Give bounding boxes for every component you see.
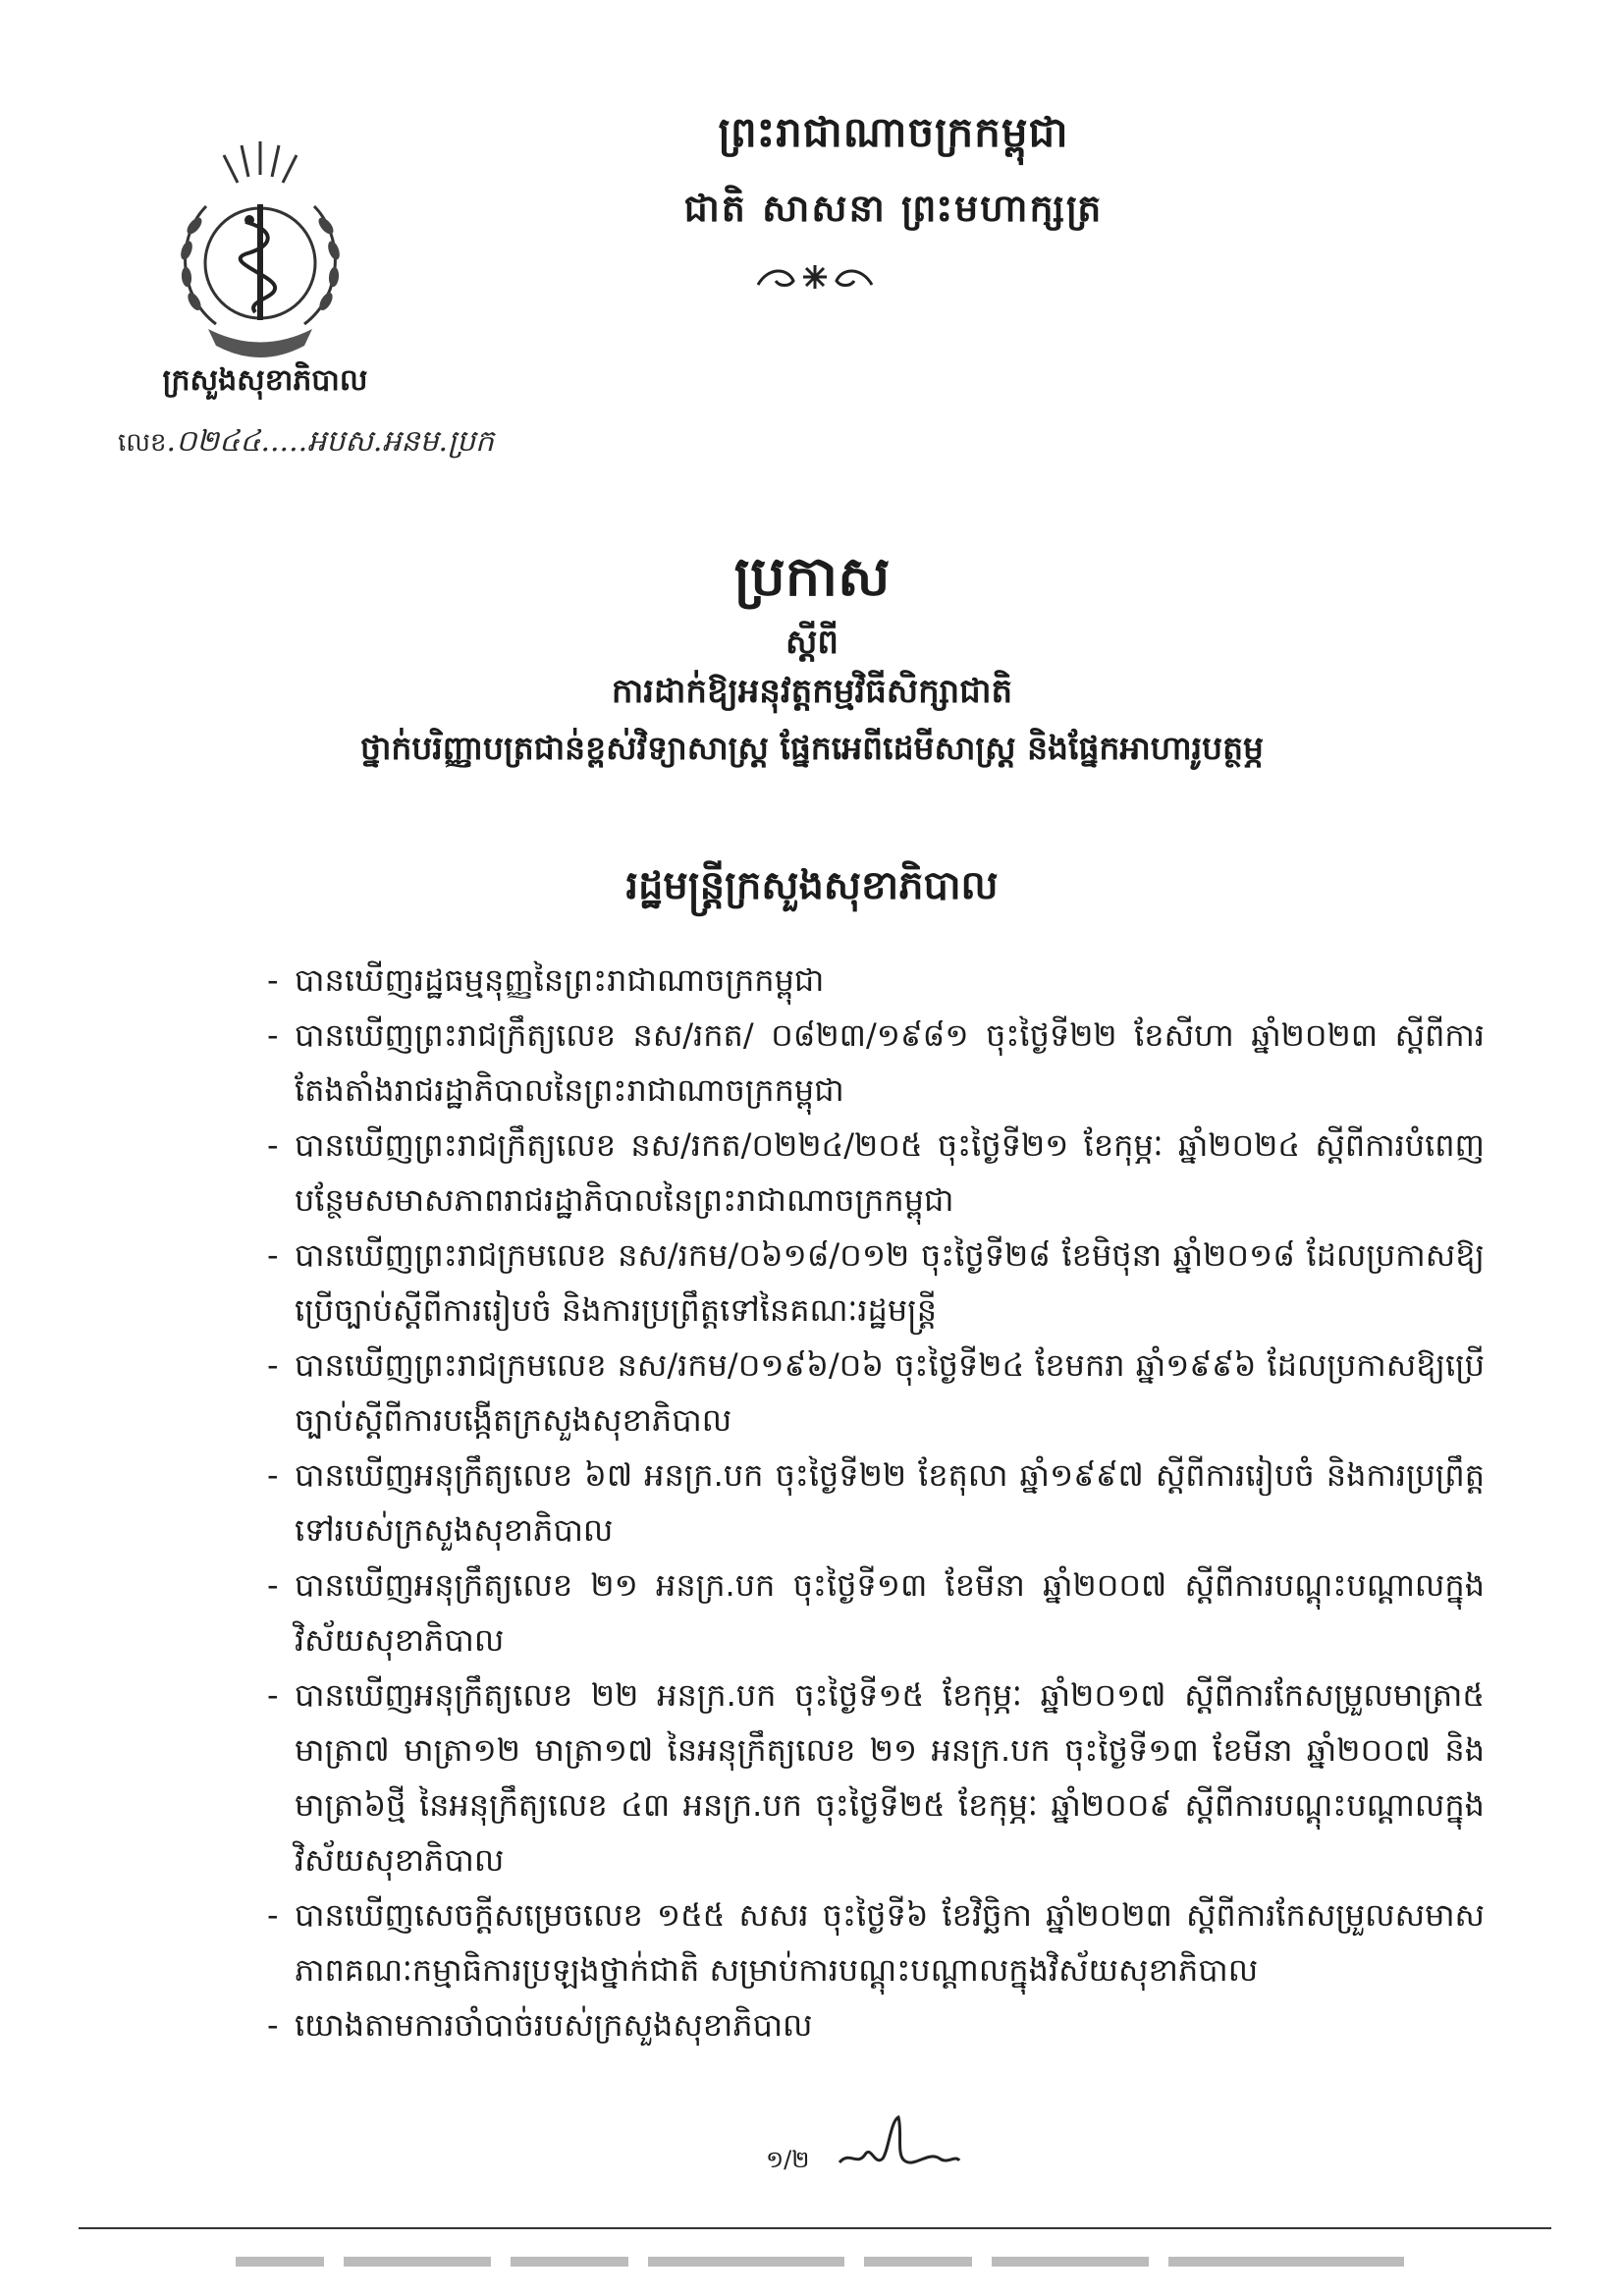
reference-number: លេខ.០២៤៤.....អបស.អនម.ប្រក bbox=[118, 424, 495, 459]
list-item: - បានឃើញព្រះរាជក្រមលេខ នស/រកម/០៦១៨/០១២ ចុះថ្ងៃទី២៨ ខែមិថុនា ឆ្នាំ២០១៨ ដែលប្រកាសឱ្យប្រើច្បាប់ស្ដីពីការរៀបចំ និងការប្រព្រឹត្តទៅនៃគណៈរដ្ឋមន្ត្រី bbox=[267, 1236, 1486, 1329]
document-type-title: ប្រកាស bbox=[733, 544, 891, 609]
list-item: - បានឃើញអនុក្រឹត្យលេខ ២២ អនក្រ.បក ចុះថ្ងៃទី១៥ ខែកុម្ភៈ ឆ្នាំ២០១៧ ស្ដីពីការកែសម្រួលមាត្រា៥ មាត្រា៧ មាត្រា១២ មាត្រា១៧ នៃអនុក្រឹត្យលេខ ២១ អនក្រ.បក ចុះថ្ងៃទី១៣ ខែមីនា ឆ្នាំ២០០៧ និងមាត្រា៦ថ្មី នៃអនុក្រឹត្យលេខ ៤៣ អនក្រ.បក ចុះថ្ងៃទី២៥ ខែកុម្ភៈ ឆ្នាំ២០០៩ ស្ដីពីការបណ្ដុះបណ្ដាលក្នុងវិស័យសុខាភិបាល bbox=[267, 1676, 1485, 1879]
title-subject-line-2: ថ្នាក់បរិញ្ញាបត្រជាន់ខ្ពស់វិទ្យាសាស្ត្រ ផ្នែកអេពីដេមីសាស្ត្រ និងផ្នែកអាហារូបត្ថម្ភ bbox=[359, 729, 1264, 767]
reference-label: លេខ bbox=[118, 428, 167, 458]
national-motto: ជាតិ សាសនា ព្រះមហាក្សត្រ bbox=[683, 186, 1104, 230]
legal-basis-list bbox=[267, 953, 1485, 2052]
list-item: - បានឃើញអនុក្រឹត្យលេខ ២១ អនក្រ.បក ចុះថ្ងៃទី១៣ ខែមីនា ឆ្នាំ២០០៧ ស្ដីពីការបណ្ដុះបណ្ដាលក្នុងវិស័យសុខាភិបាល bbox=[267, 1566, 1485, 1659]
list-item: - បានឃើញព្រះរាជក្រឹត្យលេខ នស/រកត/០២២៤/២០៥ ចុះថ្ងៃទី២១ ខែកុម្ភៈ ឆ្នាំ២០២៤ ស្ដីពីការបំពេញ បន្ថែមសមាសភាពរាជរដ្ឋាភិបាលនៃព្រះរាជាណាចក្រកម្ពុជា bbox=[267, 1126, 1486, 1219]
ministry-name: ក្រសួងសុខាភិបាល bbox=[162, 363, 368, 398]
list-item: - បានឃើញរដ្ឋធម្មនុញ្ញនៃព្រះរាជាណាចក្រកម្ពុជា bbox=[267, 961, 825, 999]
list-item: - បានឃើញអនុក្រឹត្យលេខ ៦៧ អនក្រ.បក ចុះថ្ងៃទី២២ ខែតុលា ឆ្នាំ១៩៩៧ ស្ដីពីការរៀបចំ និងការប្រព្រឹត្តទៅរបស់ក្រសួងសុខាភិបាល bbox=[267, 1456, 1485, 1549]
page-number: ១/២ bbox=[766, 2146, 810, 2173]
issuing-authority: រដ្ឋមន្ត្រីក្រសួងសុខាភិបាល bbox=[625, 862, 999, 908]
list-item: - យោងតាមការចាំបាច់របស់ក្រសួងសុខាភិបាល bbox=[267, 2006, 813, 2044]
ministry-emblem-seal bbox=[147, 128, 373, 373]
list-item: - បានឃើញព្រះរាជក្រឹត្យលេខ នស/រកត/ ០៨២៣/១៩៨១ ចុះថ្ងៃទី២២ ខែសីហា ឆ្នាំ២០២៣ ស្ដីពីការតែងតាំងរាជរដ្ឋាភិបាលនៃព្រះរាជាណាចក្រកម្ពុជា bbox=[267, 1016, 1485, 1109]
title-subject-line-1: ការដាក់ឱ្យអនុវត្តកម្មវិធីសិក្សាជាតិ bbox=[611, 672, 1013, 711]
reference-value: ០២៤៤.....អបស.អនម.ប្រក bbox=[176, 424, 495, 459]
ornament-divider bbox=[746, 257, 884, 297]
list-item: - បានឃើញសេចក្ដីសម្រេចលេខ ១៥៥ សសរ ចុះថ្ងៃទី៦ ខែវិច្ឆិកា ឆ្នាំ២០២៣ ស្ដីពីការកែសម្រួលសមាសភាពគណៈកម្មាធិការប្រឡងថ្នាក់ជាតិ សម្រាប់ការបណ្ដុះបណ្ដាលក្នុងវិស័យសុខាភិបាល bbox=[267, 1896, 1485, 1989]
kingdom-heading: ព្រះរាជាណាចក្រកម្ពុជា bbox=[718, 108, 1069, 156]
handwritten-initials-signature bbox=[820, 2111, 967, 2180]
list-item: - បានឃើញព្រះរាជក្រមលេខ នស/រកម/០១៩៦/០៦ ចុះថ្ងៃទី២៤ ខែមករា ឆ្នាំ១៩៩៦ ដែលប្រកាសឱ្យប្រើច្បាប់ស្ដីពីការបង្កើតក្រសួងសុខាភិបាល bbox=[267, 1346, 1486, 1439]
footer-divider bbox=[79, 2227, 1551, 2229]
footer-cut-off-text bbox=[236, 2247, 1414, 2286]
title-about: ស្ដីពី bbox=[785, 623, 839, 662]
